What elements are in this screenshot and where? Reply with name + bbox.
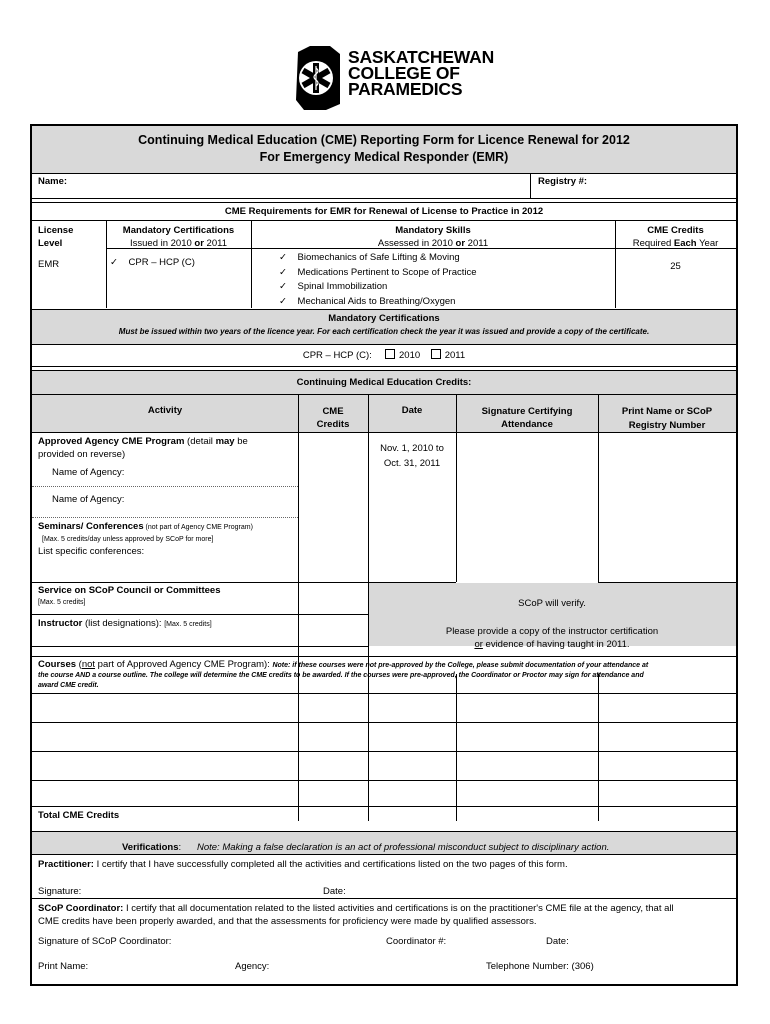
- courses-title: Courses: [38, 659, 77, 670]
- check-icon: ✓: [279, 281, 287, 292]
- form-title: Continuing Medical Education (CME) Reporting Form for Licence Renewal for 2012: [138, 133, 630, 147]
- practitioner-date-field[interactable]: [352, 882, 552, 898]
- coordinator-title: SCoP Coordinator:: [38, 903, 124, 914]
- date-header: Date: [401, 405, 423, 416]
- verifications-row: [122, 842, 609, 853]
- registry-field[interactable]: [600, 174, 730, 194]
- practitioner-signature-field[interactable]: [90, 882, 320, 898]
- service-max: [Max. 5 credits]: [38, 599, 86, 606]
- skill-label: Mechanical Aids to Breathing/Oxygen: [297, 295, 456, 307]
- cert-item: [110, 257, 195, 268]
- header-emphasis: or: [194, 238, 204, 249]
- coordinator-signature-label: Signature of SCoP Coordinator:: [38, 936, 172, 947]
- header-line: License: [38, 225, 74, 236]
- header-line: Credits: [316, 419, 350, 430]
- license-level-value: EMR: [38, 259, 60, 270]
- header-emphasis: or: [455, 238, 466, 249]
- agency-label-2: Name of Agency:: [52, 494, 125, 505]
- print-header: [598, 405, 736, 433]
- checkbox-2011-label: 2011: [444, 350, 466, 361]
- skill-item: [279, 280, 477, 295]
- seminars-max: [Max. 5 credits/day unless approved by SCoP for more]: [42, 536, 214, 543]
- approved-detail: (detail: [184, 436, 216, 447]
- college-name-line: PARAMEDICS: [348, 79, 463, 99]
- header-line: Attendance: [501, 419, 553, 430]
- seminars-cell: [38, 521, 253, 558]
- check-icon: ✓: [279, 295, 287, 307]
- college-name-line: SASKATCHEWAN: [348, 47, 495, 67]
- form-subtitle: For Emergency Medical Responder (EMR): [259, 150, 509, 164]
- skill-item: [279, 251, 477, 266]
- instructor-cell: [38, 618, 212, 629]
- practitioner-date-label: Date:: [323, 886, 346, 897]
- skill-label: Biomechanics of Safe Lifting & Moving: [297, 252, 460, 263]
- credits-value: 25: [670, 261, 681, 272]
- header-line: Print Name or SCoP: [621, 406, 713, 417]
- header-line: CME Credits: [647, 225, 704, 236]
- instructor-detail: (list designations):: [82, 618, 165, 629]
- check-icon: ✓: [279, 252, 287, 263]
- coordinator-text-line: CME credits have been properly awarded, and that the assessments for proficiency were made by qualified assessors.: [38, 916, 537, 927]
- agency-label-1: Name of Agency:: [52, 467, 125, 478]
- skill-label: Medications Pertinent to Scope of Practice: [297, 266, 477, 278]
- header-line: Signature Certifying: [481, 406, 573, 417]
- approved-title: Approved Agency CME Program: [38, 436, 185, 447]
- instructor-title: Instructor: [38, 618, 83, 629]
- coordinator-date-label: Date:: [546, 936, 569, 947]
- service-cell: [38, 585, 220, 609]
- course-row[interactable]: [32, 723, 298, 750]
- agency-field[interactable]: [274, 957, 474, 973]
- approved-detail-line: provided on reverse): [38, 449, 126, 460]
- signature-header: [456, 405, 598, 431]
- approved-date: [368, 441, 456, 471]
- service-title: Service on SCoP Council or Committees: [38, 585, 221, 596]
- verifications-colon: :: [178, 842, 182, 853]
- verifications-note: Note: Making a false declaration is an act of professional misconduct subject to disciplinary action.: [196, 842, 610, 853]
- header-emphasis: Each: [673, 238, 697, 249]
- name-label: Name:: [38, 176, 68, 187]
- instructor-note-line: evidence of having taught in 2011.: [482, 639, 630, 650]
- total-credits-label: Total CME Credits: [38, 810, 120, 821]
- skill-item: [279, 266, 477, 281]
- check-icon: ✓: [279, 266, 287, 278]
- instructor-note: [368, 625, 736, 651]
- verifications-heading: Verifications: [122, 842, 179, 853]
- approved-detail: be: [234, 436, 248, 447]
- courses-note: Note: if these courses were not pre-approved by the College, please submit documentation of your attendance at: [272, 662, 649, 669]
- seminars-list-label: List specific conferences:: [38, 546, 145, 557]
- mandatory-heading: Mandatory Certifications: [328, 313, 440, 324]
- college-name: [348, 49, 494, 97]
- instructor-max: [Max. 5 credits]: [164, 621, 212, 628]
- coordinator-number-field[interactable]: [456, 932, 536, 948]
- courses-not: not: [81, 659, 96, 670]
- seminars-title: Seminars/ Conferences: [38, 521, 144, 532]
- skill-label: Spinal Immobilization: [297, 281, 388, 292]
- coordinator-signature-field[interactable]: [182, 932, 382, 948]
- cpr-row: [32, 349, 736, 361]
- cert-item-label: CPR – HCP (C): [128, 257, 195, 268]
- seminars-note: (not part of Agency CME Program): [143, 524, 253, 531]
- courses-note-line: award CME credit.: [38, 682, 99, 689]
- header-line: CME: [322, 406, 344, 417]
- header-text: 2011: [465, 238, 489, 249]
- practitioner-text: I certify that I have successfully completed all the activities and certifications listed on the two pages of this form.: [93, 859, 568, 870]
- date-line: Nov. 1, 2010 to: [380, 443, 444, 454]
- coordinator-text: I certify that all documentation related to the listed activities and certifications is on the practitioner's CME file at the agency, that all: [123, 903, 674, 914]
- checkbox-2010[interactable]: [385, 349, 395, 359]
- date-line: Oct. 31, 2011: [383, 458, 441, 469]
- mandatory-skills-header: [251, 224, 615, 250]
- total-credits-field[interactable]: [299, 807, 367, 831]
- instructor-or: or: [474, 639, 483, 650]
- mandatory-note: Must be issued within two years of the licence year. For each certification check the year it was issued and provide a copy of the certificate.: [118, 327, 650, 336]
- skill-item: [279, 295, 477, 310]
- agency-label: Agency:: [235, 961, 270, 972]
- header-text: 2011: [203, 238, 227, 249]
- header-text: Assessed in 2010: [377, 238, 456, 249]
- courses-note-line: the course AND a course outline. The college will determine the CME credits to be awarded. If the courses were pre-approved, the Coordinator or Proctor may sign for attendance and: [38, 672, 644, 679]
- checkbox-2011[interactable]: [431, 349, 441, 359]
- star-of-life-icon: [296, 46, 340, 110]
- header-line: Registry Number: [628, 420, 706, 431]
- instructor-note-line: Please provide a copy of the instructor certification: [445, 626, 659, 637]
- telephone-field[interactable]: [608, 957, 728, 973]
- header-line: Mandatory Skills: [395, 225, 471, 236]
- college-name-line: COLLEGE OF: [348, 63, 460, 83]
- header-text: Required: [632, 238, 674, 249]
- cpr-label: CPR – HCP (C):: [302, 350, 372, 361]
- requirements-heading: CME Requirements for EMR for Renewal of License to Practice in 2012: [224, 206, 544, 217]
- credits-header: [298, 405, 368, 431]
- practitioner-signature-label: Signature:: [38, 886, 82, 897]
- checkbox-2010-label: 2010: [399, 350, 421, 361]
- header-line: Level: [38, 238, 63, 249]
- header-line: Mandatory Certifications: [122, 225, 235, 236]
- cme-form: [30, 124, 738, 986]
- coordinator-date-field[interactable]: [577, 932, 727, 948]
- approved-may: may: [215, 436, 235, 447]
- coordinator-statement: [38, 902, 674, 928]
- cme-credits-header: [615, 224, 736, 250]
- registry-label: Registry #:: [538, 176, 588, 187]
- course-row[interactable]: [32, 694, 298, 721]
- check-icon: ✓: [110, 257, 118, 268]
- telephone-label: Telephone Number: (306): [486, 961, 594, 972]
- header-text: Issued in 2010: [129, 238, 195, 249]
- header-text: Year: [696, 238, 719, 249]
- license-level-header: [38, 224, 73, 250]
- activity-header: Activity: [147, 405, 183, 416]
- mandatory-certs-header: [106, 224, 251, 250]
- cme-heading: Continuing Medical Education Credits:: [296, 377, 472, 388]
- print-name-field[interactable]: [94, 957, 229, 973]
- print-name-label: Print Name:: [38, 961, 89, 972]
- courses-paren: (: [76, 659, 82, 670]
- courses-paren: part of Approved Agency CME Program):: [95, 659, 273, 670]
- approved-agency-cell: [38, 435, 248, 461]
- skills-list: [279, 251, 477, 309]
- coordinator-number-label: Coordinator #:: [386, 936, 447, 947]
- practitioner-statement: [38, 859, 568, 870]
- practitioner-title: Practitioner:: [38, 859, 94, 870]
- courses-cell: [38, 660, 648, 691]
- name-field[interactable]: [92, 174, 522, 194]
- scop-verify: SCoP will verify.: [518, 598, 586, 609]
- course-row[interactable]: [32, 752, 298, 779]
